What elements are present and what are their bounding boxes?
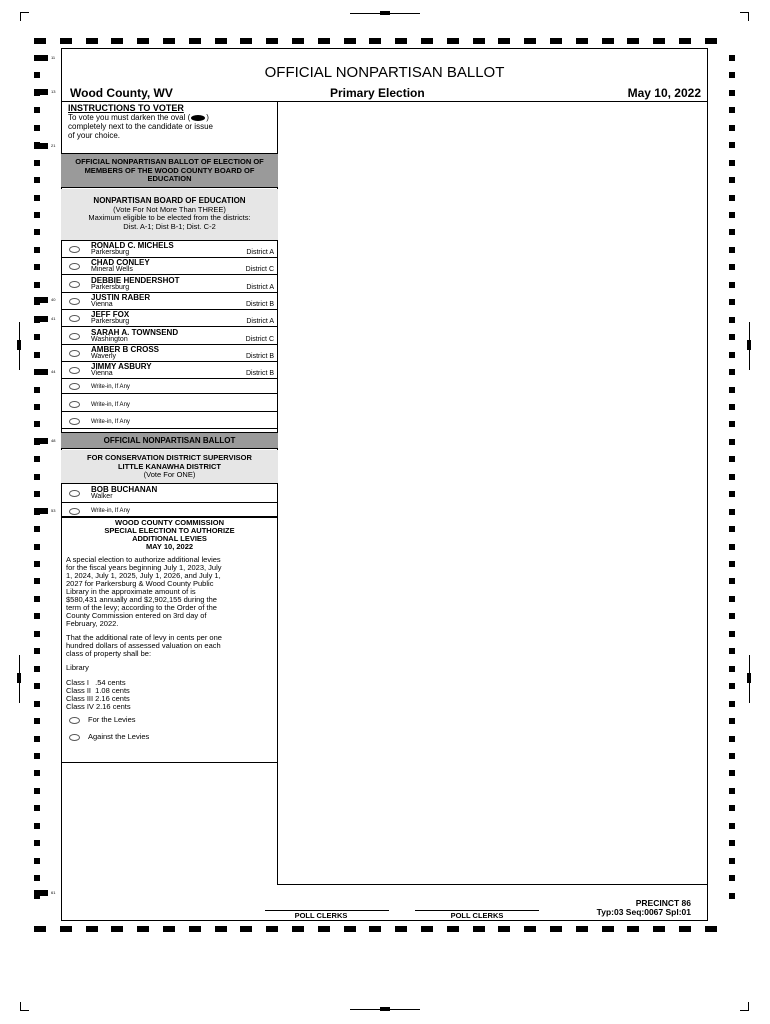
levy-classes <box>63 679 276 711</box>
timing-mark <box>679 926 691 932</box>
timing-mark <box>729 474 735 480</box>
timing-mark <box>318 38 330 44</box>
writein-oval[interactable] <box>69 383 80 390</box>
candidate-place: Parkersburg <box>91 284 130 291</box>
candidate-name: JUSTIN RABER <box>91 293 151 302</box>
timing-mark <box>729 736 735 742</box>
timing-mark <box>189 38 201 44</box>
candidate-oval[interactable] <box>69 281 80 288</box>
candidate-district: District B <box>246 301 274 308</box>
candidate-oval[interactable] <box>69 298 80 305</box>
timing-mark <box>729 683 735 689</box>
candidate-name: BOB BUCHANAN <box>91 485 158 494</box>
timing-mark <box>34 282 40 288</box>
crop-mark-bottom-left <box>20 1002 29 1011</box>
levy-class-line: Class IV 2.16 cents <box>66 702 131 711</box>
timing-mark <box>627 38 639 44</box>
timing-mark <box>653 926 665 932</box>
timing-mark <box>729 421 735 427</box>
line-number: 11 <box>51 55 56 60</box>
row-divider <box>61 411 278 412</box>
timing-mark <box>215 926 227 932</box>
timing-mark-long <box>34 89 48 95</box>
timing-mark <box>34 526 40 532</box>
timing-mark <box>34 805 40 811</box>
levy-para2-line: class of property shall be: <box>66 649 152 658</box>
timing-mark <box>34 334 40 340</box>
timing-mark <box>34 770 40 776</box>
oval-writein-conservation[interactable] <box>69 508 80 515</box>
levy-para2-line: That the additional rate of levy in cents per one <box>66 633 222 642</box>
candidate-place: Parkersburg <box>91 318 130 325</box>
timing-mark <box>34 840 40 846</box>
row-divider <box>61 502 278 503</box>
timing-mark <box>729 72 735 78</box>
poll-clerks-label-2: POLL CLERKS <box>450 911 504 920</box>
candidate-district: District C <box>245 336 274 343</box>
conservation-banner-text: OFFICIAL NONPARTISAN BALLOT <box>103 436 236 445</box>
timing-mark <box>729 334 735 340</box>
timing-mark <box>34 926 46 932</box>
levy-para1-line: A special election to authorize additional levies <box>66 555 221 564</box>
timing-mark <box>729 369 735 375</box>
sequence-info: Typ:03 Seq:0067 Spl:01 <box>596 907 691 917</box>
timing-mark <box>34 858 40 864</box>
crop-mark-bottom-right <box>740 1002 749 1011</box>
crop-mark-top-left <box>20 12 29 21</box>
board-eligibility: Maximum eligible to be elected from the districts: <box>88 213 251 222</box>
timing-mark <box>729 142 735 148</box>
row-divider <box>61 428 278 429</box>
candidate-oval[interactable] <box>69 246 80 253</box>
timing-mark-long <box>34 508 48 514</box>
timing-mark <box>729 805 735 811</box>
timing-mark <box>34 753 40 759</box>
timing-mark <box>421 926 433 932</box>
side-mark-left-1-block <box>17 340 21 350</box>
candidate-district: District B <box>246 353 274 360</box>
candidate-name: AMBER B CROSS <box>91 345 160 354</box>
candidate-district: District A <box>246 249 274 256</box>
timing-mark <box>729 317 735 323</box>
timing-mark <box>240 38 252 44</box>
timing-mark <box>266 926 278 932</box>
levy-para1-line: for the fiscal years beginning July 1, 2023, July <box>66 563 222 572</box>
timing-mark <box>729 404 735 410</box>
timing-mark <box>34 666 40 672</box>
timing-mark <box>473 926 485 932</box>
timing-mark <box>34 177 40 183</box>
timing-mark <box>34 125 40 131</box>
line-number: 13 <box>51 89 56 94</box>
instructions-title: INSTRUCTIONS TO VOTER <box>68 103 184 113</box>
line-number: 61 <box>51 890 56 895</box>
timing-mark <box>60 38 72 44</box>
against-levies-label: Against the Levies <box>88 732 150 741</box>
timing-mark <box>34 648 40 654</box>
timing-mark <box>729 561 735 567</box>
timing-mark <box>729 160 735 166</box>
timing-mark <box>729 509 735 515</box>
levy-para1-line: 1, 2024, July 1, 2025, July 1, 2026, and July 1, <box>66 571 221 580</box>
timing-mark <box>627 926 639 932</box>
levy-class-line: Class II 1.08 cents <box>66 686 130 695</box>
candidate-name: CHAD CONLEY <box>91 258 150 267</box>
timing-mark <box>34 578 40 584</box>
line-number: 40 <box>51 297 56 302</box>
writein-label: Write-in, If Any <box>91 384 130 390</box>
timing-mark-long <box>34 369 48 375</box>
instructions-text-end: ) <box>206 113 209 122</box>
levy-library: Library <box>66 663 89 672</box>
timing-mark <box>729 596 735 602</box>
candidate-district: District B <box>246 370 274 377</box>
timing-mark <box>215 38 227 44</box>
timing-mark <box>524 926 536 932</box>
timing-mark <box>729 247 735 253</box>
instructions-line-2: completely next to the candidate or issue <box>68 122 213 131</box>
header-divider <box>61 101 708 102</box>
timing-mark <box>34 875 40 881</box>
oval-against-levies[interactable] <box>69 734 80 741</box>
timing-mark <box>344 926 356 932</box>
poll-clerks-label-1: POLL CLERKS <box>294 911 348 920</box>
conservation-banner <box>61 432 278 449</box>
writein-label: Write-in, If Any <box>91 419 130 425</box>
timing-mark <box>729 282 735 288</box>
candidate-place: Mineral Wells <box>91 266 133 273</box>
timing-mark <box>86 926 98 932</box>
conservation-title-2: LITTLE KANAWHA DISTRICT <box>117 461 222 471</box>
timing-mark <box>473 38 485 44</box>
candidate-oval[interactable] <box>69 350 80 357</box>
timing-mark <box>34 788 40 794</box>
ballot-title: OFFICIAL NONPARTISAN BALLOT <box>264 64 505 81</box>
side-mark-left-2-block <box>17 673 21 683</box>
timing-mark-long <box>34 890 48 896</box>
timing-mark <box>292 38 304 44</box>
timing-mark <box>576 926 588 932</box>
candidate-name: SARAH A. TOWNSEND <box>91 328 179 337</box>
candidate-place: Walker <box>91 493 113 500</box>
side-mark-right-1-block <box>747 340 751 350</box>
timing-mark <box>34 264 40 270</box>
timing-mark <box>602 926 614 932</box>
timing-mark-long <box>34 297 48 303</box>
instructions-line-3: of your choice. <box>68 131 121 140</box>
timing-mark <box>729 631 735 637</box>
timing-mark <box>34 701 40 707</box>
footer-divider <box>277 884 708 885</box>
timing-mark <box>34 456 40 462</box>
timing-mark <box>729 177 735 183</box>
levy-title-1: WOOD COUNTY COMMISSION <box>114 518 225 527</box>
timing-mark <box>729 753 735 759</box>
candidate-place: Vienna <box>91 370 113 377</box>
timing-mark <box>34 544 40 550</box>
candidate-name: JEFF FOX <box>91 310 130 319</box>
for-levies-label: For the Levies <box>88 715 136 724</box>
timing-mark <box>34 387 40 393</box>
timing-mark-long <box>34 316 48 322</box>
timing-mark <box>34 421 40 427</box>
timing-mark <box>34 683 40 689</box>
board-banner <box>61 153 278 188</box>
oval-bob-buchanan[interactable] <box>69 490 80 497</box>
candidate-oval[interactable] <box>69 315 80 322</box>
timing-mark <box>34 474 40 480</box>
election-name: Primary Election <box>330 86 425 100</box>
writein-oval[interactable] <box>69 401 80 408</box>
levy-class-line: Class I .54 cents <box>66 678 126 687</box>
line-number: 44 <box>51 369 56 374</box>
levy-para1-line: $580,431 annually and $2,902,155 during the <box>66 595 217 604</box>
conservation-title-1: FOR CONSERVATION DISTRICT SUPERVISOR <box>87 453 252 462</box>
timing-mark <box>729 718 735 724</box>
candidate-place: Washington <box>91 336 128 343</box>
filled-oval-icon <box>191 115 205 121</box>
timing-mark <box>34 596 40 602</box>
candidate-name: DEBBIE HENDERSHOT <box>91 276 180 285</box>
instructions-text: To vote you must darken the oval ( <box>68 113 191 122</box>
timing-mark <box>369 38 381 44</box>
timing-mark <box>447 926 459 932</box>
timing-mark <box>34 823 40 829</box>
candidate-oval[interactable] <box>69 263 80 270</box>
timing-mark <box>34 229 40 235</box>
timing-mark <box>318 926 330 932</box>
timing-mark-long <box>34 438 48 444</box>
writein-oval[interactable] <box>69 418 80 425</box>
row-divider <box>61 326 278 327</box>
timing-mark <box>34 736 40 742</box>
timing-mark <box>729 823 735 829</box>
timing-mark-long <box>34 55 48 61</box>
timing-mark <box>34 38 46 44</box>
center-mark-top-block <box>380 11 390 15</box>
candidate-name: JIMMY ASBURY <box>91 362 152 371</box>
timing-mark <box>729 491 735 497</box>
timing-mark <box>344 38 356 44</box>
timing-mark <box>729 893 735 899</box>
line-number: 21 <box>51 143 56 148</box>
conservation-contest-header <box>61 450 278 484</box>
levy-title-3: ADDITIONAL LEVIES <box>132 534 207 543</box>
levy-para1-line: Library in the approximate amount of is <box>66 587 196 596</box>
timing-mark <box>111 38 123 44</box>
timing-mark <box>729 195 735 201</box>
timing-mark <box>34 491 40 497</box>
timing-mark <box>602 38 614 44</box>
timing-mark <box>729 352 735 358</box>
timing-mark <box>86 38 98 44</box>
timing-mark <box>34 404 40 410</box>
timing-mark <box>34 631 40 637</box>
timing-mark <box>240 926 252 932</box>
timing-mark <box>729 456 735 462</box>
timing-mark <box>550 38 562 44</box>
timing-mark <box>729 875 735 881</box>
timing-mark-long <box>34 143 48 149</box>
board-vote-for: (Vote For Not More Than THREE) <box>113 204 226 214</box>
candidate-district: District A <box>246 284 274 291</box>
candidate-district: District A <box>246 318 274 325</box>
timing-mark <box>189 926 201 932</box>
timing-mark <box>524 38 536 44</box>
levy-para1-line: February, 2022. <box>66 619 119 628</box>
candidate-oval[interactable] <box>69 333 80 340</box>
crop-mark-top-right <box>740 12 749 21</box>
timing-mark <box>729 544 735 550</box>
board-banner-text: OFFICIAL NONPARTISAN BALLOT OF ELECTION OF MEMBERS OF THE WOOD COUNTY BOARD OF EDUCATION <box>75 157 264 183</box>
timing-mark <box>729 55 735 61</box>
levy-title-4: MAY 10, 2022 <box>145 542 194 551</box>
board-contest-title: NONPARTISAN BOARD OF EDUCATION <box>93 196 246 205</box>
timing-mark <box>60 926 72 932</box>
row-divider <box>61 378 278 379</box>
timing-mark <box>266 38 278 44</box>
levy-titles <box>63 519 276 551</box>
timing-mark <box>729 840 735 846</box>
timing-mark <box>729 526 735 532</box>
levy-para1-line: County Commission entered on 3rd day of <box>66 611 207 620</box>
timing-mark <box>653 38 665 44</box>
timing-mark <box>729 212 735 218</box>
board-contest-header <box>61 189 278 241</box>
candidate-name: RONALD C. MICHELS <box>91 241 174 250</box>
side-mark-right-2-block <box>747 673 751 683</box>
instructions-line-1 <box>68 113 273 122</box>
timing-mark <box>729 107 735 113</box>
timing-mark <box>34 561 40 567</box>
timing-mark <box>137 926 149 932</box>
levy-section <box>63 519 276 711</box>
timing-mark <box>34 195 40 201</box>
timing-mark <box>729 387 735 393</box>
timing-mark <box>447 38 459 44</box>
timing-mark <box>292 926 304 932</box>
row-divider <box>61 274 278 275</box>
line-number: 41 <box>51 316 56 321</box>
writein-label: Write-in, If Any <box>91 508 130 514</box>
election-date: May 10, 2022 <box>627 86 701 100</box>
timing-mark <box>163 38 175 44</box>
timing-mark <box>34 160 40 166</box>
levy-para1-line: term of the levy; according to the Order of the <box>66 603 217 612</box>
timing-mark <box>729 439 735 445</box>
levy-para2-line: hundred dollars of assessed valuation on each <box>66 641 221 650</box>
timing-mark <box>729 701 735 707</box>
candidate-district: District C <box>245 266 274 273</box>
county-name: Wood County, WV <box>70 86 173 100</box>
levy-paragraph-1 <box>63 556 276 628</box>
timing-mark <box>111 926 123 932</box>
candidate-place: Vienna <box>91 301 113 308</box>
timing-mark <box>729 125 735 131</box>
timing-mark <box>34 718 40 724</box>
instructions <box>68 103 273 140</box>
writein-label: Write-in, If Any <box>91 402 130 408</box>
line-number: 53 <box>51 508 56 513</box>
board-districts: Dist. A-1; Dist B-1; Dist. C-2 <box>123 221 216 231</box>
timing-mark <box>729 578 735 584</box>
timing-mark <box>729 90 735 96</box>
timing-mark <box>550 926 562 932</box>
timing-mark <box>729 666 735 672</box>
timing-mark <box>576 38 588 44</box>
timing-mark <box>34 352 40 358</box>
levy-title-2: SPECIAL ELECTION TO AUTHORIZE <box>104 526 235 535</box>
precinct: PRECINCT 86 <box>635 898 691 908</box>
oval-for-levies[interactable] <box>69 717 80 724</box>
timing-mark <box>421 38 433 44</box>
conservation-vote-for: (Vote For ONE) <box>143 470 196 479</box>
timing-mark <box>705 926 717 932</box>
timing-mark <box>729 788 735 794</box>
timing-mark <box>369 926 381 932</box>
levy-class-line: Class III 2.16 cents <box>66 694 130 703</box>
timing-mark <box>395 926 407 932</box>
timing-mark <box>729 613 735 619</box>
levy-para1-line: 2027 for Parkersburg & Wood County Public <box>66 579 214 588</box>
timing-mark <box>34 613 40 619</box>
row-divider <box>61 393 278 394</box>
timing-mark <box>163 926 175 932</box>
timing-mark <box>498 38 510 44</box>
timing-mark <box>498 926 510 932</box>
timing-mark <box>34 247 40 253</box>
levy-bottom-border <box>61 762 278 763</box>
timing-mark <box>729 264 735 270</box>
timing-mark <box>34 212 40 218</box>
timing-mark <box>34 72 40 78</box>
candidate-oval[interactable] <box>69 367 80 374</box>
timing-mark <box>729 770 735 776</box>
levy-paragraph-2 <box>63 634 276 658</box>
timing-mark <box>137 38 149 44</box>
timing-mark <box>395 38 407 44</box>
timing-mark <box>729 229 735 235</box>
center-mark-bottom-block <box>380 1007 390 1011</box>
timing-mark <box>705 38 717 44</box>
line-number: 48 <box>51 438 56 443</box>
timing-mark <box>729 858 735 864</box>
timing-mark <box>34 107 40 113</box>
candidate-place: Waverly <box>91 353 117 360</box>
candidate-place: Parkersburg <box>91 249 130 256</box>
timing-mark <box>729 299 735 305</box>
timing-mark <box>729 648 735 654</box>
timing-mark <box>679 38 691 44</box>
